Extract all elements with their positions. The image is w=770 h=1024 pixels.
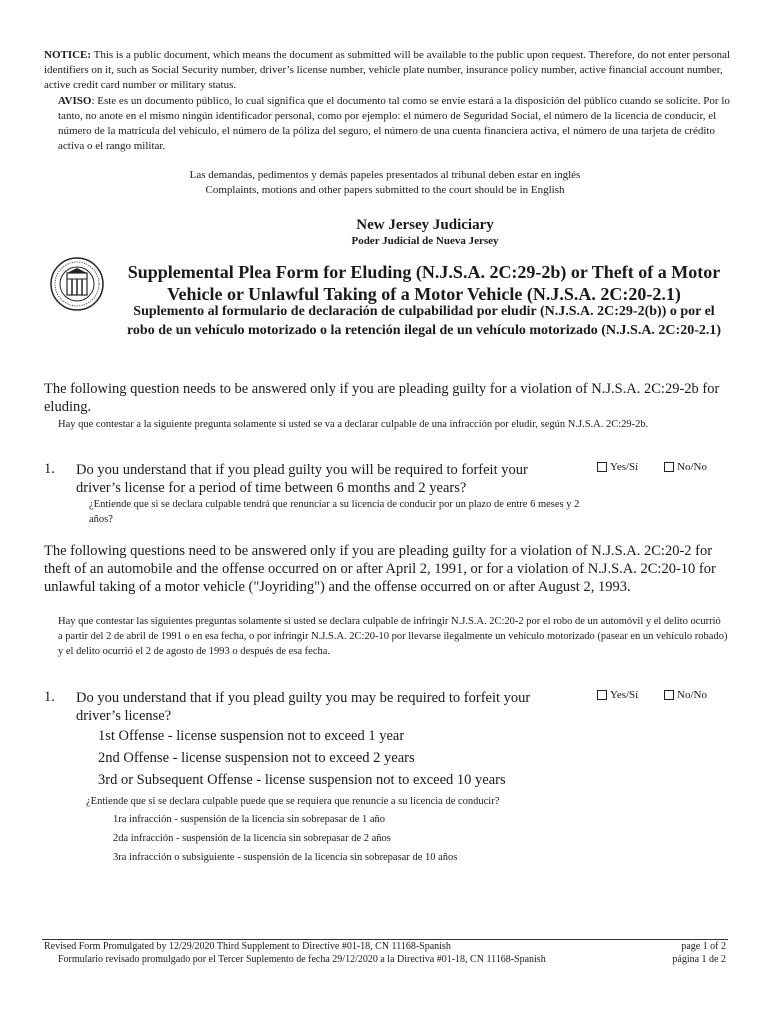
notice-paragraph [44, 48, 734, 93]
section1-question-number: 1. [44, 461, 55, 477]
offense-item-es: 3ra infracción o subsiguiente - suspensión de la licencia sin sobrepasar de 10 años [113, 852, 458, 863]
page-number-es: página 1 de 2 [672, 954, 726, 965]
form-title-es: Suplemento al formulario de declaración de culpabilidad por eludir (N.J.S.A. 2C:29-2(b)) o por el robo de un vehículo motorizado o la retención ilegal de un vehículo motorizado (N.J.S.A. 2C:20-2.1) [126, 304, 722, 338]
notice-text: This is a public document, which means the document as submitted will be available to the public upon request. Therefore, do not enter personal identifiers on it, such as Social Security number, driver’s license number, vehicle plate number, insurance policy number, active financial account number, active credit card number or military status. [44, 49, 731, 91]
section2-question-es: ¿Entiende que si se declara culpable puede que se requiera que renuncie a su licencia de conducir? [86, 796, 500, 807]
section1-question-es: ¿Entiende que si se declara culpable tendrá que renunciar a su licencia de conducir por un plazo de entre 6 meses y 2 años? [89, 499, 580, 525]
offense-item-es: 2da infracción - suspensión de la licencia sin sobrepasar de 2 años [113, 833, 391, 844]
section2-question: Do you understand that if you plead guilty you may be required to forfeit your driver’s license? [76, 690, 531, 724]
section1-yes-checkbox[interactable] [597, 461, 638, 473]
section2-intro-es: Hay que contestar las siguientes preguntas solamente si usted se declara culpable de infringir N.J.S.A. 2C:20-2 por el robo de un automóvil y el delito ocurrió a partir del 2 de abril de 1991 o en esa fecha, o por infringir N.J.S.A. 2C:20-10 por llevarse ilegalmente un vehículo motorizado (pasear en un vehículo robado) y el delito ocurrió el 2 de agosto de 1993 o después de esa fecha. [58, 616, 728, 657]
notice-label: NOTICE: [44, 49, 92, 61]
section1-no-checkbox[interactable] [664, 461, 707, 473]
section2-yes-checkbox[interactable] [597, 689, 638, 701]
judiciary-seal-icon [50, 257, 104, 311]
section1-intro-es: Hay que contestar a la siguiente pregunta solamente si usted se va a declarar culpable de una infracción por eludir, según N.J.S.A. 2C:29-2b. [58, 419, 649, 430]
aviso-paragraph [58, 94, 734, 154]
checkbox-box[interactable] [664, 690, 674, 700]
aviso-text: : Este es un documento público, lo cual significa que el documento tal como se envíe estará a la disposición del público cuando se solicite. Por lo tanto, no anote en el mismo ningún identificador personal, como por ejemplo: el número de Seguridad Social, el número de la licencia de conducir, el número de la matrícula del vehículo, el número de la póliza del seguro, el número de una cuenta financiera activa, el número de una tarjeta de crédito activa o el rango militar. [58, 95, 730, 152]
language-statement-es: Las demandas, pedimentos y demás papeles presentados al tribunal deben estar en inglés [189, 169, 581, 181]
checkbox-box[interactable] [597, 690, 607, 700]
no-label: No/No [677, 689, 707, 701]
offense-item-es: 1ra infracción - suspensión de la licencia sin sobrepasar de 1 año [113, 814, 386, 825]
checkbox-box[interactable] [664, 462, 674, 472]
org-name: New Jersey Judiciary [356, 217, 494, 233]
form-title: Supplemental Plea Form for Eluding (N.J.S.A. 2C:29-2b) or Theft of a Motor Vehicle or Unlawful Taking of a Motor Vehicle (N.J.S.A. 2C:20-2.1) [127, 262, 721, 304]
footer-revision-es: Formulario revisado promulgado por el Tercer Suplemento de fecha 29/12/2020 a la Directiva #01-18, CN 11168-Spanish [58, 954, 546, 965]
section2-question-number: 1. [44, 689, 55, 705]
offense-item: 3rd or Subsequent Offense - license suspension not to exceed 10 years [98, 772, 506, 788]
offense-item: 1st Offense - license suspension not to exceed 1 year [98, 728, 405, 744]
page-number: page 1 of 2 [681, 941, 726, 952]
org-name-es: Poder Judicial de Nueva Jersey [351, 235, 499, 247]
yes-label: Yes/Sí [610, 689, 639, 701]
section1-question: Do you understand that if you plead guilty you will be required to forfeit your driver’s license for a period of time between 6 months and 2 years? [76, 462, 528, 496]
checkbox-box[interactable] [597, 462, 607, 472]
section2-intro: The following questions need to be answered only if you are pleading guilty for a violation of N.J.S.A. 2C:20-2 for theft of an automobile and the offense occurred on or after April 2, 1991, or for a violation of N.J.S.A. 2C:20-10 for unlawful taking of a motor vehicle ("Joyriding") and the offense occurred on or after August 2, 1993. [44, 543, 716, 595]
footer-revision: Revised Form Promulgated by 12/29/2020 Third Supplement to Directive #01-18, CN 11168-Spanish [44, 941, 451, 952]
no-label: No/No [677, 461, 707, 473]
section2-no-checkbox[interactable] [664, 689, 707, 701]
language-statement-en: Complaints, motions and other papers submitted to the court should be in English [205, 184, 565, 196]
aviso-label: AVISO [58, 95, 92, 107]
section1-intro: The following question needs to be answered only if you are pleading guilty for a violation of N.J.S.A. 2C:29-2b for eluding. [44, 381, 720, 415]
yes-label: Yes/Sí [610, 461, 639, 473]
offense-item: 2nd Offense - license suspension not to exceed 2 years [98, 750, 415, 766]
